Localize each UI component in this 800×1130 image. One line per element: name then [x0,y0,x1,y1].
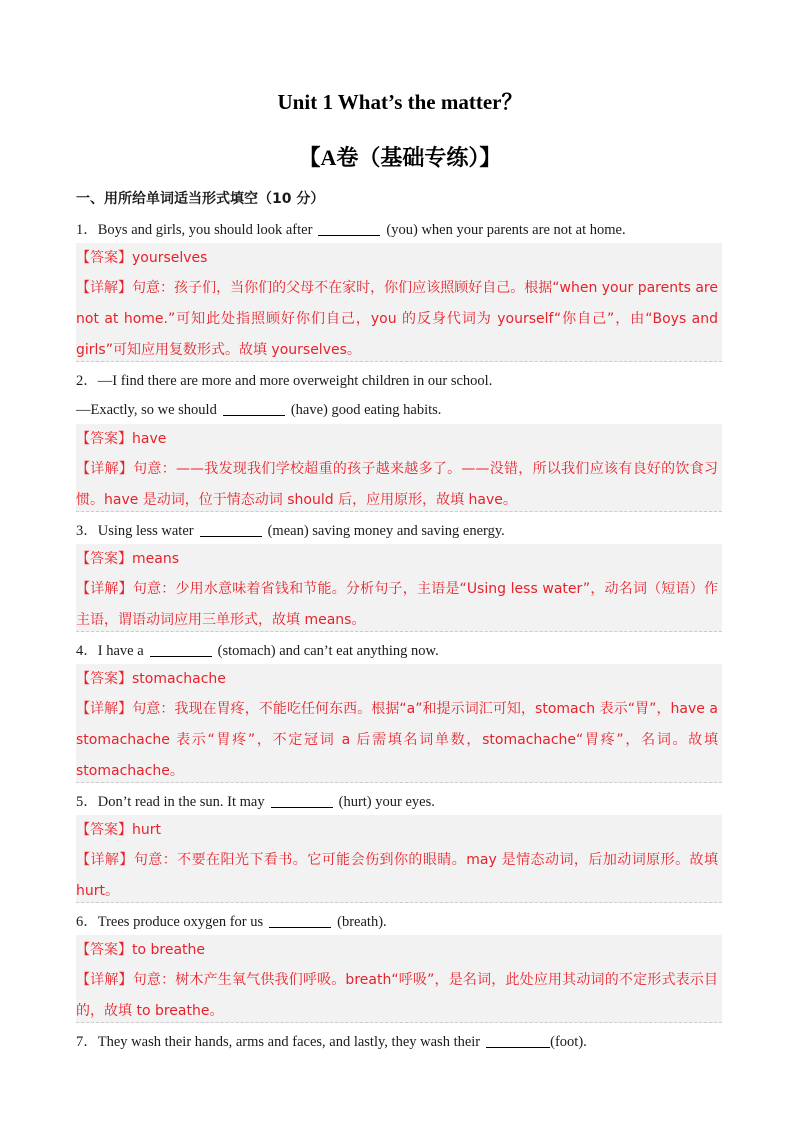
answer-line: 【答案】yourselves [76,250,208,266]
explanation-text: 【详解】句意：少用水意味着省钱和节能。分析句子，主语是“Using less water”，动名词（短语）作主语，谓语动词应用三单形式，故填 means。 [76,581,718,628]
question-4 [76,639,439,660]
question-text: 1．Boys and girls, you should look after [76,222,313,238]
question-text: —Exactly, so we should [76,402,217,418]
question-2-line-a: 2．—I find there are more and more overweight children in our school. [76,373,493,389]
question-text: 4．I have a [76,643,144,659]
question-text: 5．Don’t read in the sun. It may [76,794,265,810]
question-text: (hurt) your eyes. [338,794,435,810]
document-subtitle: 【A卷（基础专练）】 [298,145,502,170]
answer-box-1 [76,243,722,362]
answer-line: 【答案】stomachache [76,671,226,687]
answer-box-5 [76,815,722,903]
question-text: 6．Trees produce oxygen for us [76,914,264,930]
explanation-text: 【详解】句意：我现在胃疼，不能吃任何东西。根据“a”和提示词汇可知，stomach 表示“胃”，have a stomachache 表示“胃疼”，不定冠词 a 后需填名词单数，stomachache“胃疼”，名词。故填 stomachache。 [76,701,718,779]
answer-blank [223,401,285,416]
answer-blank [486,1033,550,1048]
answer-blank [271,793,333,808]
answer-blank [200,522,262,537]
answer-box-2 [76,424,722,512]
question-7 [76,1030,587,1051]
document-title: Unit 1 What’s the matter？ [277,90,523,114]
explanation-text: 【详解】句意：孩子们，当你们的父母不在家时，你们应该照顾好自己。根据“when your parents are not at home.”可知此处指照顾好你们自己，you 的反身代词为 yourself“你自己”，由“Boys and girls”可知应用复数形式。故填 yourselves。 [76,280,718,358]
question-text: (foot). [550,1034,587,1050]
answer-box-6 [76,935,722,1023]
question-text: 3．Using less water [76,523,194,539]
question-1 [76,218,626,239]
question-text: (breath). [337,914,387,930]
explanation-text: 【详解】句意：树木产生氧气供我们呼吸。breath“呼吸”，是名词，此处应用其动词的不定形式表示目的，故填 to breathe。 [76,972,718,1019]
question-text: (you) when your parents are not at home. [386,222,626,238]
question-text: 7．They wash their hands, arms and faces, and lastly, they wash their [76,1034,481,1050]
section-heading: 一、用所给单词适当形式填空（10 分） [76,191,325,207]
answer-line: 【答案】hurt [76,822,161,838]
question-text: (have) good eating habits. [290,402,442,418]
answer-box-3 [76,544,722,632]
question-5 [76,790,435,811]
answer-blank [318,221,380,236]
answer-line: 【答案】have [76,431,167,447]
question-text: (mean) saving money and saving energy. [267,523,505,539]
answer-line: 【答案】to breathe [76,942,206,958]
question-3 [76,519,505,540]
explanation-text: 【详解】句意：不要在阳光下看书。它可能会伤到你的眼睛。may 是情态动词，后加动词原形。故填 hurt。 [76,852,718,899]
question-2 [76,399,441,419]
answer-line: 【答案】means [76,551,179,567]
answer-box-4 [76,664,722,783]
answer-blank [150,642,212,657]
explanation-text: 【详解】句意：——我发现我们学校超重的孩子越来越多了。——没错，所以我们应该有良好的饮食习惯。have 是动词，位于情态动词 should 后，应用原形，故填 have。 [76,461,718,508]
question-text: (stomach) and can’t eat anything now. [217,643,439,659]
question-6 [76,910,387,931]
answer-blank [269,913,331,928]
